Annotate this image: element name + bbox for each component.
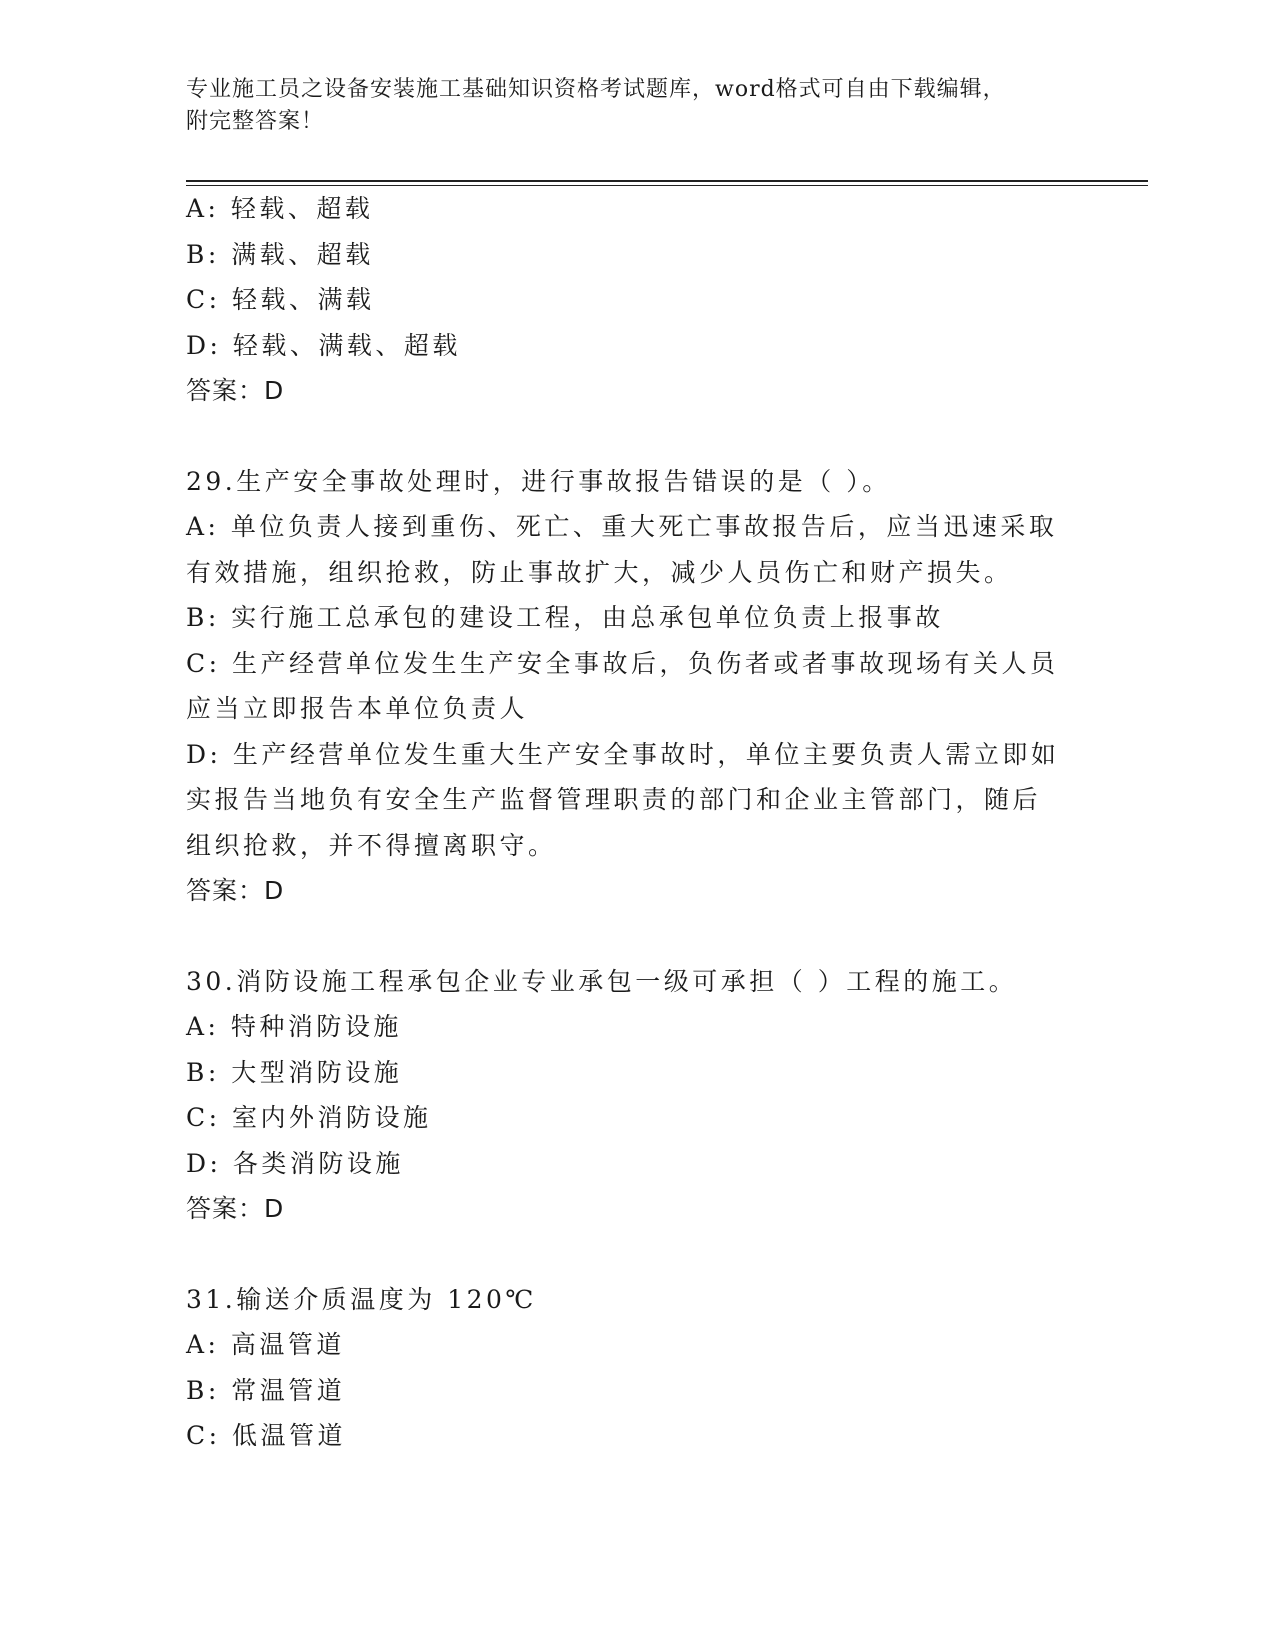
option-c: C: 室内外消防设施 <box>186 1103 432 1132</box>
answer-line: 答案：D <box>186 1194 285 1223</box>
question-stem: 29.生产安全事故处理时，进行事故报告错误的是（ ）。 <box>186 466 891 496</box>
option-d: D: 各类消防设施 <box>186 1148 404 1178</box>
option-d: D: 轻载、满载、超载 <box>186 330 461 360</box>
option-c: C: 低温管道 <box>186 1421 346 1450</box>
option-b: B: 大型消防设施 <box>186 1057 403 1087</box>
document-body <box>186 186 1086 1459</box>
question-30 <box>186 959 1086 1232</box>
question-spacer <box>186 914 1086 959</box>
option-a: A: 轻载、超载 <box>186 194 374 223</box>
header-line-2: 附完整答案！ <box>186 109 325 134</box>
answer-line: 答案：D <box>186 876 285 905</box>
option-d: D: 生产经营单位发生重大生产安全事故时，单位主要负责人需立即如 <box>186 739 1060 769</box>
question-31 <box>186 1277 1086 1459</box>
option-c: C: 生产经营单位发生生产安全事故后，负伤者或者事故现场有关人员 <box>186 648 1059 678</box>
option-d-continued: 组织抢救，并不得擅离职守。 <box>186 830 557 860</box>
answer-line: 答案：D <box>186 376 285 405</box>
option-a: A: 高温管道 <box>186 1330 345 1359</box>
header-line-1: 专业施工员之设备安装施工基础知识资格考试题库，word格式可自由下载编辑， <box>186 77 1006 102</box>
option-a-continued: 有效措施，组织抢救，防止事故扩大，减少人员伤亡和财产损失。 <box>186 557 1013 587</box>
question-spacer <box>186 414 1086 459</box>
option-a: A: 单位负责人接到重伤、死亡、重大死亡事故报告后，应当迅速采取 <box>186 512 1058 541</box>
question-stem: 30.消防设施工程承包企业专业承包一级可承担（ ）工程的施工。 <box>186 966 1018 996</box>
option-c-continued: 应当立即报告本单位负责人 <box>186 694 529 723</box>
question-stem: 31.输送介质温度为 120℃ <box>186 1284 537 1314</box>
option-d-continued: 实报告当地负有安全生产监督管理职责的部门和企业主管部门，随后 <box>186 785 1042 814</box>
question-spacer <box>186 1232 1086 1277</box>
question-29 <box>186 459 1086 914</box>
document-header <box>186 74 1066 138</box>
option-b: B: 满载、超载 <box>186 239 374 269</box>
question-28-continued <box>186 186 1086 414</box>
option-a: A: 特种消防设施 <box>186 1012 402 1041</box>
option-b: B: 实行施工总承包的建设工程，由总承包单位负责上报事故 <box>186 603 944 632</box>
option-b: B: 常温管道 <box>186 1375 346 1405</box>
option-c: C: 轻载、满载 <box>186 285 375 314</box>
